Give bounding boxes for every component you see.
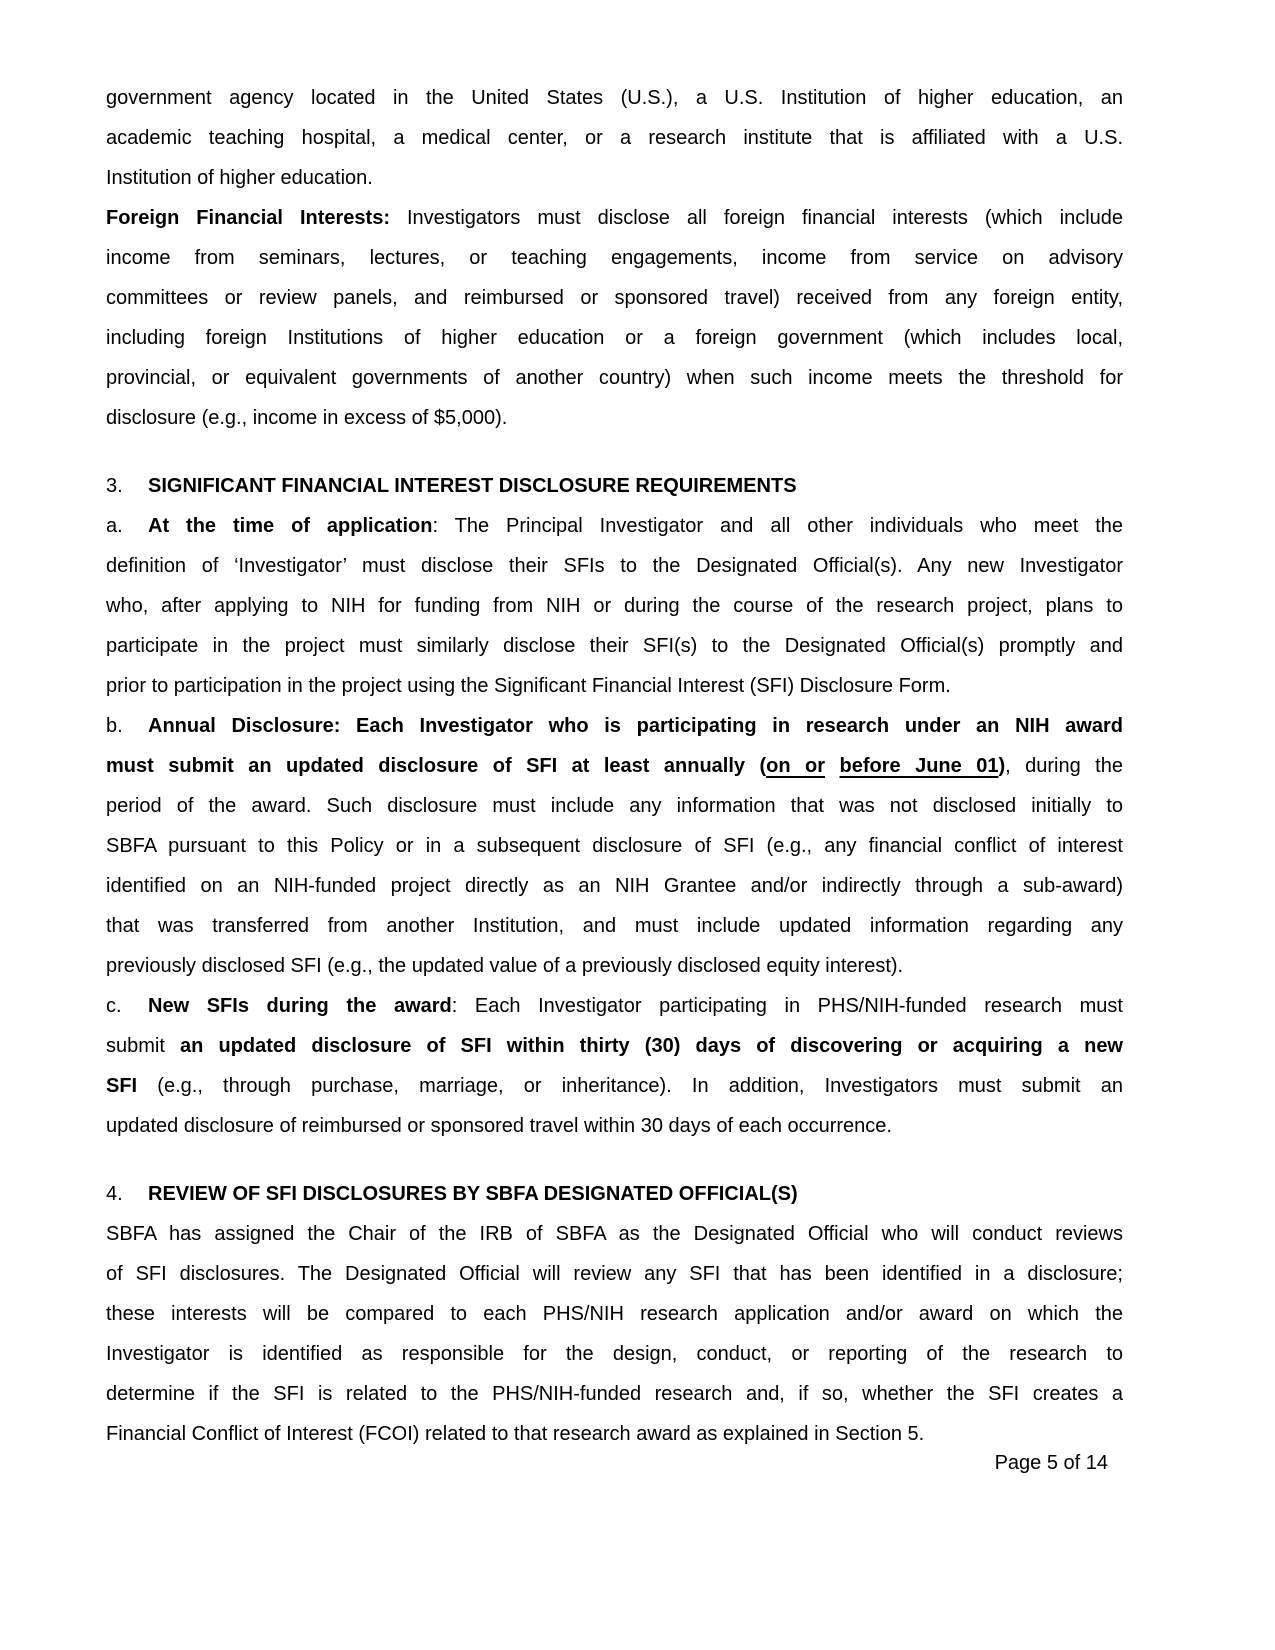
text-line: [106, 398, 1123, 438]
text-run: previously disclosed SFI (e.g., the updated value of a previously disclosed equity interest).: [106, 955, 904, 977]
text-run: At the time of application: [148, 515, 433, 537]
text-line: [106, 358, 1123, 398]
paragraph-institution-definition-continued: [106, 78, 1123, 198]
text-line: [106, 78, 1123, 118]
text-run: Annual Disclosure: Each Investigator who is participating in research under an NIH award: [148, 715, 1123, 737]
text-run: these interests will be compared to each PHS/NIH research application and/or award on which the: [106, 1303, 1123, 1325]
list-label: a.: [106, 515, 123, 537]
text-line: [106, 118, 1123, 158]
text-run: identified on an NIH-funded project directly as an NIH Grantee and/or indirectly through a sub-award): [106, 875, 1123, 897]
text-run: of SFI disclosures. The Designated Official will review any SFI that has been identified in a disclosure;: [106, 1263, 1123, 1285]
text-run: SBFA pursuant to this Policy or in a subsequent disclosure of SFI (e.g., any financial conflict of interest: [106, 835, 1123, 857]
text-run: income from seminars, lectures, or teaching engagements, income from service on advisory: [106, 247, 1123, 269]
text-line: [106, 666, 1123, 706]
text-line: [106, 986, 1123, 1026]
text-run: period of the award. Such disclosure must include any information that was not disclosed initially to: [106, 795, 1123, 817]
text-run: including foreign Institutions of higher education or a foreign government (which includes local,: [106, 327, 1123, 349]
text-run: disclosure (e.g., income in excess of $5,000).: [106, 407, 508, 429]
text-line: [106, 158, 1123, 198]
text-run: ): [998, 755, 1006, 777]
text-line: [106, 1374, 1123, 1414]
text-line: [106, 1294, 1123, 1334]
text-run: Investigators must disclose all foreign financial interests (which include: [390, 207, 1124, 229]
text-run: determine if the SFI is related to the PHS/NIH-funded research and, if so, whether the SFI creates a: [106, 1383, 1123, 1405]
text-run: submit: [106, 1035, 181, 1057]
text-run: academic teaching hospital, a medical center, or a research institute that is affiliated with a U.S.: [106, 127, 1123, 149]
text-run: SBFA has assigned the Chair of the IRB of SBFA as the Designated Official who will conduct reviews: [106, 1223, 1123, 1245]
text-run: that was transferred from another Institution, and must include updated information regarding any: [106, 915, 1123, 937]
text-run: New SFIs during the award: [148, 995, 452, 1017]
page-footer: [106, 1448, 1123, 1478]
text-line: [106, 746, 1123, 786]
text-line: [106, 626, 1123, 666]
paragraph-section-4-review: [106, 1214, 1123, 1454]
text-run: : Each Investigator participating in PHS/NIH-funded research must: [451, 995, 1123, 1017]
text-line: [106, 1174, 1123, 1214]
text-line: [106, 466, 1123, 506]
text-line: [106, 1106, 1123, 1146]
text-run: government agency located in the United States (U.S.), a U.S. Institution of higher education, an: [106, 87, 1123, 109]
text-run: who, after applying to NIH for funding from NIH or during the course of the research project, plans to: [106, 595, 1123, 617]
text-run: : The Principal Investigator and all other individuals who meet the: [432, 515, 1123, 537]
text-run: Financial Conflict of Interest (FCOI) related to that research award as explained in Section 5.: [106, 1423, 925, 1445]
paragraph-foreign-financial-interests: [106, 198, 1123, 438]
text-run: an updated disclosure of SFI within thirty (30) days of discovering or acquiring a new: [180, 1035, 1123, 1057]
text-line: [106, 1026, 1123, 1066]
text-line: [106, 278, 1123, 318]
text-line: [106, 586, 1123, 626]
text-line: [106, 706, 1123, 746]
text-run: Foreign Financial Interests:: [106, 207, 390, 229]
text-line: [106, 1254, 1123, 1294]
text-line: [106, 546, 1123, 586]
text-run: before June 01: [839, 755, 999, 777]
text-line: [106, 238, 1123, 278]
paragraph-item-a-time-of-application: [106, 506, 1123, 706]
text-line: [106, 906, 1123, 946]
text-line: [106, 786, 1123, 826]
text-run: definition of ‘Investigator’ must disclose their SFIs to the Designated Official(s). Any new Investigator: [106, 555, 1123, 577]
list-label: 3.: [106, 475, 123, 497]
text-run: SIGNIFICANT FINANCIAL INTEREST DISCLOSURE REQUIREMENTS: [148, 475, 797, 497]
text-line: [106, 198, 1123, 238]
section-gap: [106, 438, 1123, 466]
text-run: , during the: [1005, 755, 1123, 777]
heading-section-4: [106, 1174, 1123, 1214]
text-line: [106, 946, 1123, 986]
text-run: SFI: [106, 1075, 138, 1097]
text-line: [106, 1066, 1123, 1106]
text-line: [106, 826, 1123, 866]
text-run: Institution of higher education.: [106, 167, 373, 189]
text-line: [106, 318, 1123, 358]
text-run: REVIEW OF SFI DISCLOSURES BY SBFA DESIGNATED OFFICIAL(S): [148, 1183, 798, 1205]
list-label: 4.: [106, 1183, 123, 1205]
list-label: b.: [106, 715, 123, 737]
text-run: committees or review panels, and reimbursed or sponsored travel) received from any foreign entity,: [106, 287, 1123, 309]
section-gap: [106, 1146, 1123, 1174]
text-line: [106, 506, 1123, 546]
paragraph-item-c-new-sfis: [106, 986, 1123, 1146]
text-run: provincial, or equivalent governments of another country) when such income meets the threshold for: [106, 367, 1123, 389]
text-run: (e.g., through purchase, marriage, or inheritance). In addition, Investigators must submit an: [137, 1075, 1123, 1097]
text-run: updated disclosure of reimbursed or sponsored travel within 30 days of each occurrence.: [106, 1115, 892, 1137]
paragraph-item-b-annual-disclosure: [106, 706, 1123, 986]
text-run: prior to participation in the project using the Significant Financial Interest (SFI) Disclosure Form.: [106, 675, 951, 697]
text-run: [825, 755, 839, 777]
text-line: [106, 1334, 1123, 1374]
heading-section-3: [106, 466, 1123, 506]
text-run: participate in the project must similarly disclose their SFI(s) to the Designated Official(s) promptly and: [106, 635, 1123, 657]
text-run: Investigator is identified as responsible for the design, conduct, or reporting of the research to: [106, 1343, 1123, 1365]
text-line: [106, 1214, 1123, 1254]
document-content: [106, 78, 1123, 1454]
text-run: must submit an updated disclosure of SFI at least annually (: [106, 755, 767, 777]
list-label: c.: [106, 995, 122, 1017]
text-run: on or: [766, 755, 826, 777]
text-line: [106, 866, 1123, 906]
page-number: Page 5 of 14: [994, 1452, 1108, 1474]
